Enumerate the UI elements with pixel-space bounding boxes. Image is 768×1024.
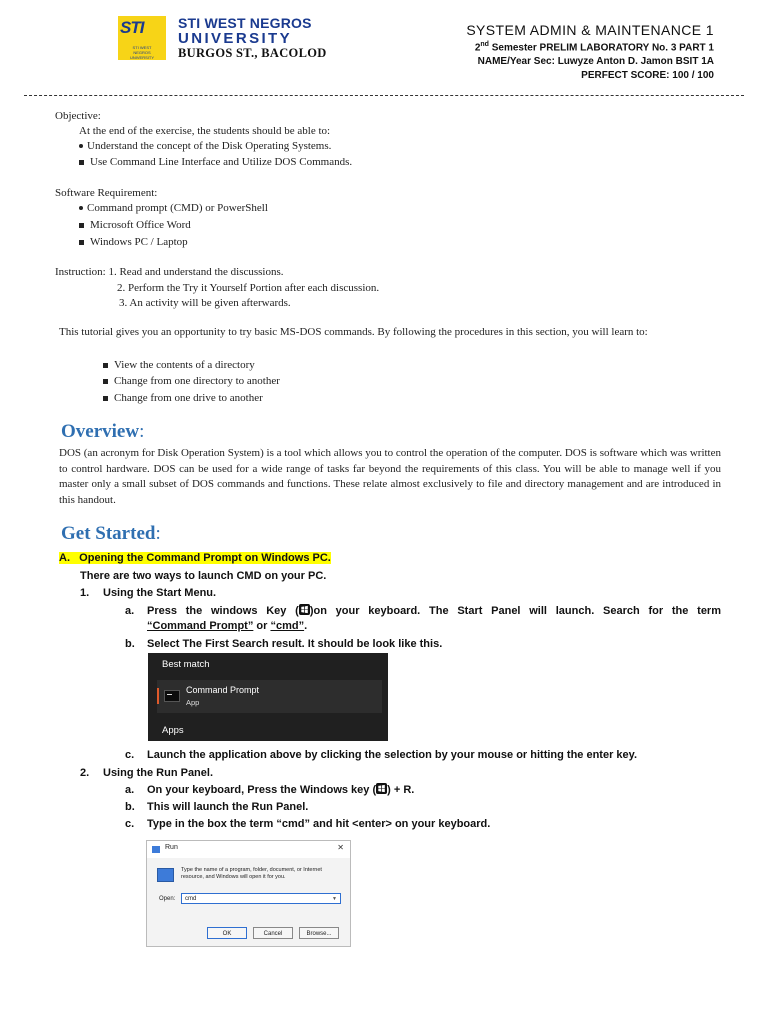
step-1-number: 1. bbox=[80, 587, 90, 599]
tutorial-item-text: View the contents of a directory bbox=[114, 359, 255, 371]
get-started-heading-colon: : bbox=[155, 523, 161, 544]
run-description: Type the name of a program, folder, document, or Internet resource, and Windows will open it for you. bbox=[181, 867, 322, 880]
chevron-down-icon[interactable]: ▼ bbox=[332, 896, 337, 902]
run-app-icon bbox=[152, 846, 160, 853]
section-a-title: Opening the Command Prompt on Windows PC. bbox=[79, 552, 331, 564]
windows-key-icon bbox=[376, 783, 387, 794]
tutorial-item bbox=[103, 358, 255, 372]
software-label: Software Requirement: bbox=[55, 187, 158, 199]
tutorial-item bbox=[103, 391, 263, 405]
term-end: . bbox=[304, 620, 308, 632]
student-name-line: NAME/Year Sec: Luwyze Anton D. Jamon BSIT 1A bbox=[477, 56, 714, 68]
tutorial-intro: This tutorial gives you an opportunity to try basic MS-DOS commands. By following the procedures in this section, you will learn to: bbox=[59, 326, 648, 338]
semester-ordinal: 2 bbox=[474, 42, 481, 54]
objective-item bbox=[79, 139, 331, 153]
step-1a-letter: a. bbox=[125, 605, 135, 617]
bullet-icon bbox=[79, 206, 83, 210]
step-1b-text: Select The First Search result. It should be look like this. bbox=[147, 638, 443, 650]
get-started-heading bbox=[61, 523, 161, 545]
step-2c-text: Type in the box the term “cmd” and hit <enter> on your keyboard. bbox=[147, 818, 491, 830]
step-2b-letter: b. bbox=[125, 801, 135, 813]
bullet-icon bbox=[103, 379, 108, 384]
logo-line-1: STI WEST NEGROS bbox=[178, 15, 312, 31]
header-info bbox=[466, 22, 714, 81]
tutorial-item bbox=[103, 374, 280, 388]
step-1a-terms bbox=[147, 619, 307, 633]
instruction-item: 2. Perform the Try it Yourself Portion after each discussion. bbox=[117, 282, 380, 294]
software-item bbox=[79, 218, 191, 232]
objective-intro: At the end of the exercise, the students should be able to: bbox=[79, 125, 331, 137]
step-1a-text-before: Press the windows Key ( bbox=[147, 605, 299, 617]
ok-button[interactable]: OK bbox=[207, 927, 247, 939]
start-menu-best-match-screenshot bbox=[148, 653, 388, 741]
objective-item-text: Understand the concept of the Disk Operating Systems. bbox=[87, 140, 332, 152]
semester-suffix: nd bbox=[480, 41, 489, 48]
overview-heading-colon: : bbox=[139, 421, 145, 442]
step-2a-letter: a. bbox=[125, 784, 135, 796]
university-logo bbox=[118, 16, 327, 60]
logo-badge-subtext: STI WEST NEGROS UNIVERSITY bbox=[129, 45, 154, 60]
step-2-title: Using the Run Panel. bbox=[103, 767, 214, 779]
apps-section-label: Apps bbox=[162, 725, 184, 736]
bullet-icon bbox=[103, 363, 108, 368]
tutorial-item-text: Change from one directory to another bbox=[114, 375, 280, 387]
overview-heading bbox=[61, 421, 144, 443]
semester-text: Semester PRELIM LABORATORY No. 3 PART 1 bbox=[488, 42, 714, 54]
run-titlebar bbox=[147, 841, 350, 858]
step-2c-letter: c. bbox=[125, 818, 135, 830]
sti-logo-badge bbox=[118, 16, 166, 60]
section-a-heading bbox=[59, 551, 331, 565]
software-item-text: Microsoft Office Word bbox=[90, 219, 191, 231]
best-match-title: Best match bbox=[162, 659, 210, 670]
step-1a-text-after: )on your keyboard. The Start Panel will launch. Search for the term bbox=[309, 605, 721, 617]
term-command-prompt: “Command Prompt” bbox=[147, 620, 254, 632]
score-label: PERFECT SCORE: bbox=[581, 70, 670, 82]
instruction-line-1 bbox=[55, 265, 284, 279]
open-label: Open: bbox=[159, 896, 176, 902]
semester-line bbox=[466, 41, 714, 53]
bullet-icon bbox=[79, 160, 84, 165]
logo-text bbox=[178, 16, 327, 60]
bullet-icon bbox=[103, 396, 108, 401]
instruction-item: 3. An activity will be given afterwards. bbox=[119, 297, 291, 309]
score-line bbox=[466, 70, 714, 81]
selection-accent bbox=[157, 688, 159, 704]
step-1c-text: Launch the application above by clicking the selection by your mouse or hitting the enter key. bbox=[147, 749, 638, 761]
step-2b-text: This will launch the Run Panel. bbox=[147, 801, 309, 813]
step-1b-letter: b. bbox=[125, 638, 135, 650]
overview-heading-text: Overview bbox=[61, 421, 140, 442]
close-icon[interactable]: ✕ bbox=[337, 843, 344, 852]
software-item bbox=[79, 235, 188, 249]
command-prompt-icon bbox=[164, 690, 180, 702]
tutorial-item-text: Change from one drive to another bbox=[114, 392, 263, 404]
header-divider bbox=[24, 95, 744, 96]
step-1a-text bbox=[147, 604, 721, 618]
bullet-icon bbox=[79, 223, 84, 228]
bullet-icon bbox=[79, 240, 84, 245]
score-value: 100 / 100 bbox=[672, 70, 714, 82]
section-a-letter: A. bbox=[59, 552, 70, 564]
step-1-title: Using the Start Menu. bbox=[103, 587, 217, 599]
step-2a-text-before: On your keyboard, Press the Windows key ( bbox=[147, 784, 377, 796]
software-item-text: Command prompt (CMD) or PowerShell bbox=[87, 202, 268, 214]
software-item bbox=[79, 201, 268, 215]
windows-key-icon bbox=[299, 604, 310, 615]
step-2a-text-after: ) + R. bbox=[387, 784, 415, 796]
course-title: SYSTEM ADMIN & MAINTENANCE 1 bbox=[466, 22, 714, 38]
instruction-item: 1. Read and understand the discussions. bbox=[108, 266, 284, 278]
logo-badge-text: STI bbox=[120, 18, 144, 37]
browse-button[interactable]: Browse... bbox=[299, 927, 339, 939]
logo-address: BURGOS ST., BACOLOD bbox=[178, 46, 327, 60]
term-cmd: “cmd” bbox=[270, 620, 305, 632]
get-started-heading-text: Get Started bbox=[61, 523, 156, 544]
bullet-icon bbox=[79, 144, 83, 148]
run-program-icon bbox=[157, 868, 174, 882]
objective-item-text: Use Command Line Interface and Utilize DOS Commands. bbox=[90, 156, 353, 168]
run-dialog-screenshot bbox=[146, 840, 351, 947]
overview-paragraph: DOS (an acronym for Disk Operation System) is a tool which allows you to control the operation of the computer. DOS is software which was written to control hardware. DOS can be used for a wide range of tasks far beyond the requirements of this class. You will be able to manage well if you master only a small subset of DOS commands and functions. These relate almost exclusively to file and directory management and are introduced in this handout. bbox=[59, 447, 721, 506]
term-or: or bbox=[253, 620, 271, 632]
run-title: Run bbox=[165, 844, 178, 851]
objective-item bbox=[79, 155, 352, 169]
ways-text: There are two ways to launch CMD on your PC. bbox=[80, 570, 327, 582]
software-item-text: Windows PC / Laptop bbox=[90, 236, 188, 248]
objective-label: Objective: bbox=[55, 110, 101, 122]
step-2-number: 2. bbox=[80, 767, 90, 779]
instruction-label: Instruction: bbox=[55, 266, 106, 278]
best-match-item-type: App bbox=[186, 698, 200, 707]
cancel-button[interactable]: Cancel bbox=[253, 927, 293, 939]
open-input[interactable] bbox=[181, 893, 341, 904]
open-input-value: cmd bbox=[185, 896, 197, 902]
best-match-item-name: Command Prompt bbox=[186, 685, 260, 695]
step-2a-text bbox=[147, 783, 414, 797]
logo-line-2: UNIVERSITY bbox=[178, 30, 293, 47]
step-1c-letter: c. bbox=[125, 749, 135, 761]
